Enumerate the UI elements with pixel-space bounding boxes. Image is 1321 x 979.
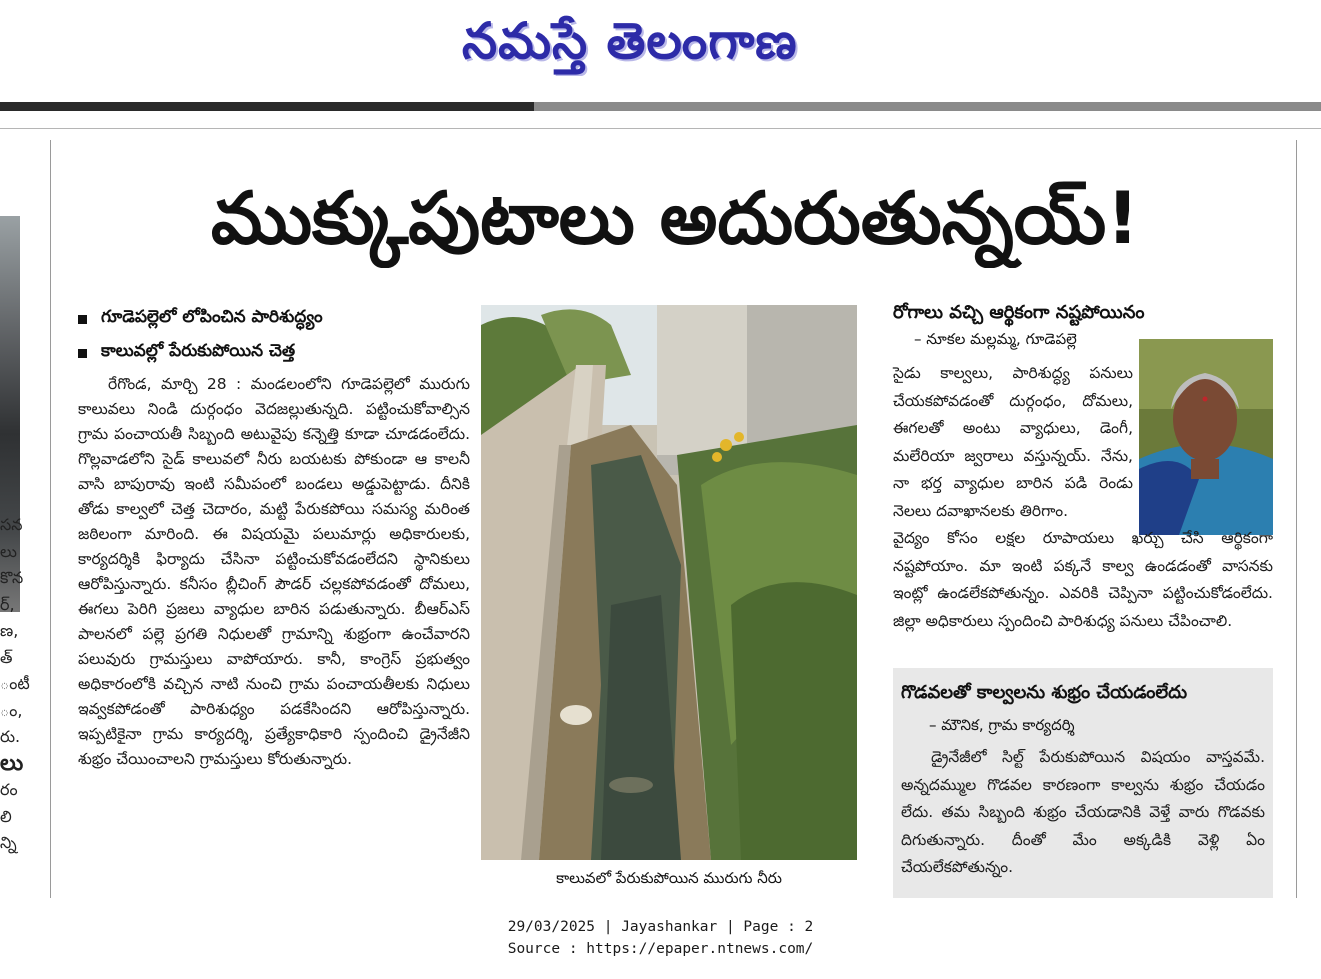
drain-photo-illustration bbox=[481, 305, 857, 860]
newspaper-logo: నమస్తే తెలంగాణ bbox=[462, 12, 798, 70]
sidebar-byline: – నూకల మల్లమ్మ, గూడెపల్లె bbox=[914, 330, 1077, 348]
bullet-text: కాలువల్లో పేరుకుపోయిన చెత్త bbox=[101, 341, 296, 361]
footer-source-link[interactable]: Source : https://epaper.ntnews.com/ bbox=[507, 941, 814, 957]
article-bullets bbox=[78, 302, 470, 370]
column-rule-left bbox=[50, 140, 51, 898]
masthead-rule-thin bbox=[0, 128, 1321, 129]
previous-article-text: సన లు కొన ర్, ణ, త్ ంటీ ం, రు. లు రం లి న్ని bbox=[0, 515, 30, 852]
boxed-quote-byline: – మౌనిక, గ్రామ కార్యదర్శి bbox=[929, 716, 1075, 734]
bullet-text: గూడెపల్లెలో లోపించిన పారిశుద్ధ్యం bbox=[101, 307, 323, 327]
boxed-quote-heading: గొడవలతో కాల్వలను శుభ్రం చేయడంలేదు bbox=[901, 682, 1188, 703]
boxed-quote bbox=[893, 668, 1273, 898]
column-rule-right bbox=[1296, 140, 1297, 898]
square-bullet-icon bbox=[78, 315, 87, 324]
bullet-point bbox=[78, 302, 470, 336]
drain-photo bbox=[481, 305, 857, 860]
masthead bbox=[0, 0, 1321, 100]
article-body bbox=[78, 372, 470, 772]
page-footer bbox=[0, 916, 1321, 960]
footer-edition-info: 29/03/2025 | Jayashankar | Page : 2 bbox=[507, 919, 814, 935]
previous-article-strip bbox=[0, 140, 30, 900]
bullet-point bbox=[78, 336, 470, 370]
square-bullet-icon bbox=[78, 349, 87, 358]
masthead-rule-grey bbox=[534, 102, 1321, 111]
boxed-quote-text: డ్రైనేజీలో సిల్ట్ పేరుకుపోయిన విషయం వాస్తవమే. అన్నదమ్ముల గొడవల కారణంగా కాల్వను శుభ్రం చేయడం లేదు. తమ సిబ్బంది శుభ్రం చేయడానికి వెళ్తే వారు గొడవకు దిగుతున్నారు. దీంతో మేం అక్కడికి వెళ్లి ఏం చేయలేకపోతున్నం. bbox=[901, 748, 1265, 876]
sidebar-heading: రోగాలు వచ్చి ఆర్థికంగా నష్టపోయినం bbox=[893, 302, 1145, 323]
sidebar-quote-text-top: సైడు కాల్వలు, పారిశుద్ధ్య పనులు చేయకపోవడంతో దుర్గంధం, దోమలు, ఈగలతో అంటు వ్యాధులు, డెంగీ, మలేరియా జ్వరాలు వస్తున్నయ్. నేను, నా భర్త వ్యాధుల బారిన పడి రెండు నెలలు దవాఖానలకు తిరిగాం. bbox=[893, 364, 1133, 520]
article-body-paragraph: రేగొండ, మార్చి 28 : మండలంలోని గూడెపల్లెలో మురుగు కాలువలు నిండి దుర్గంధం వెదజల్లుతున్నది. పట్టించుకోవాల్సిన గ్రామ పంచాయతీ సిబ్బంది అటువైపు కన్నెత్తి కూడా చూడడంలేదు. గొల్లవాడలోని సైడ్ కాలువలో నీరు బయటకు పోకుండా ఆ కాలనీ వాసి బాపురావు ఇంటి సమీపంలో బండలు అడ్డుపెట్టాడు. దీనికి తోడు కాల్వలో చెత్త చెదారం, మట్టి పేరుకపోయి సమస్య మరింత జఠిలంగా మారింది. ఈ విషయమై పలుమార్లు అధికారులకు, కార్యదర్శికి ఫిర్యాదు చేసినా పట్టించుకోవడంలేదని స్థానికులు ఆరోపిస్తున్నారు. కనీసం బ్లీచింగ్ పౌడర్ చల్లకపోవడంతో దోమలు, ఈగలు పెరిగి ప్రజలు వ్యాధుల బారిన పడుతున్నారు. బీఆర్ఎస్ పాలనలో పల్లె ప్రగతి నిధులతో గ్రామాన్ని శుభ్రంగా ఉంచేవారని పలువురు గ్రామస్తులు వాపోయారు. కానీ, కాంగ్రెస్ ప్రభుత్వం అధికారంలోకి వచ్చిన నాటి నుంచి గ్రామ పంచాయతీలకు నిధులు ఇవ్వకపోడంతో పారిశుధ్యం పడకేసిందని ఆరోపిస్తున్నారు. ఇప్పటికైనా గ్రామ కార్యదర్శి, ప్రత్యేకాధికారి స్పందించి డ్రైనేజీని శుభ్రం చేయించాలని గ్రామస్తులు కోరుతున్నారు. bbox=[78, 375, 470, 768]
sidebar-quote-text-bottom: వైద్యం కోసం లక్షల రూపాయలు ఖర్చు చేసి ఆర్థికంగా నష్టపోయాం. మా ఇంటి పక్కనే కాల్వ ఉండడంతో వాసనకు ఇంట్లో ఉండలేకపోతున్నం. ఎవరికి చెప్పినా పట్టించుకోడంలేదు. జిల్లా అధికారులు స్పందించి పారిశుధ్య పనులు చేపించాలి. bbox=[893, 529, 1273, 630]
masthead-rule-dark bbox=[0, 102, 534, 111]
sidebar-quote-text bbox=[893, 360, 1273, 635]
article-headline: ముక్కుపుటాలు అదురుతున్నయ్! bbox=[210, 176, 1140, 260]
photo-caption: కాలువలో పేరుకుపోయిన మురుగు నీరు bbox=[556, 869, 782, 887]
